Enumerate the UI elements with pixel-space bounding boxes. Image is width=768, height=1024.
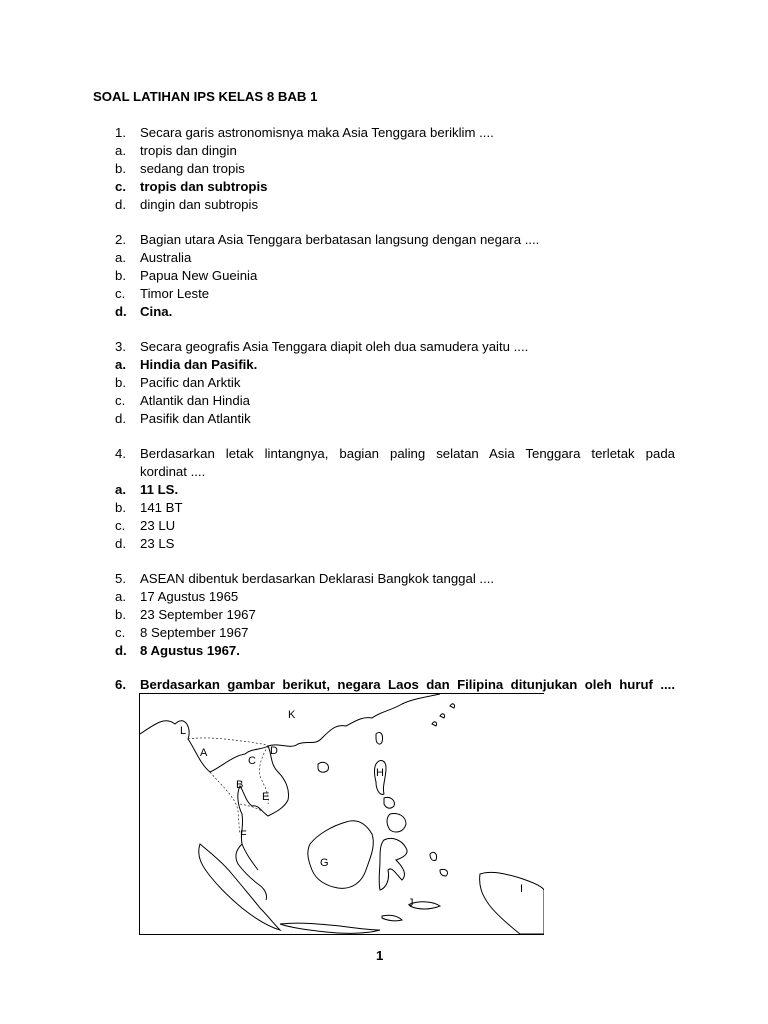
- option: [115, 392, 675, 410]
- map-label-j: J: [408, 897, 414, 909]
- question-text: Secara geografis Asia Tenggara diapit oleh dua samudera yaitu ....: [140, 339, 529, 354]
- question-stem: [115, 570, 675, 588]
- map-label-h: H: [376, 767, 384, 779]
- question-stem-continued: [115, 463, 675, 481]
- question-4: [115, 445, 675, 553]
- option-label: d.: [115, 197, 126, 212]
- option-label: a.: [115, 357, 126, 372]
- map-label-b: B: [236, 779, 244, 791]
- question-number: 2.: [115, 232, 126, 247]
- option-text: 8 Agustus 1967.: [140, 643, 240, 658]
- option: [115, 267, 675, 285]
- option-text: 23 LU: [140, 518, 176, 533]
- option-text: dingin dan subtropis: [140, 197, 259, 212]
- southeast-asia-map: [139, 693, 544, 935]
- maluku-1: [430, 852, 437, 860]
- option-text: tropis dan dingin: [140, 143, 237, 158]
- page-number: 1: [376, 948, 384, 963]
- option-text: 23 LS: [140, 536, 175, 551]
- document-title: SOAL LATIHAN IPS KELAS 8 BAB 1: [93, 89, 318, 104]
- sulawesi: [379, 838, 407, 890]
- option-label: c.: [115, 286, 126, 301]
- malay-peninsula: [236, 844, 267, 900]
- option-label: b.: [115, 161, 126, 176]
- question-stem: [115, 338, 675, 356]
- question-text: Berdasarkan gambar berikut, negara Laos dan Filipina ditunjukan oleh huruf ....: [140, 677, 675, 692]
- java: [280, 923, 380, 933]
- option-label: c.: [115, 518, 126, 533]
- option-text: 141 BT: [140, 500, 183, 515]
- option-text: Hindia dan Pasifik.: [140, 357, 258, 372]
- question-2: [115, 231, 675, 321]
- question-text: Secara garis astronomisnya maka Asia Tenggara beriklim ....: [140, 125, 494, 140]
- philippines-mindanao: [387, 813, 406, 832]
- option-text: Atlantik dan Hindia: [140, 393, 250, 408]
- borneo: [308, 821, 373, 889]
- question-number: 5.: [115, 571, 126, 586]
- option-answer: [115, 642, 675, 660]
- option: [115, 624, 675, 642]
- option-label: a.: [115, 250, 126, 265]
- map-label-a: A: [200, 747, 208, 759]
- option-label: a.: [115, 143, 126, 158]
- option-label: d.: [115, 304, 127, 319]
- option-label: c.: [115, 179, 126, 194]
- question-5: [115, 570, 675, 660]
- question-1: [115, 124, 675, 214]
- question-stem: [115, 124, 675, 142]
- pacific-islands: [432, 704, 455, 726]
- option-text: 23 September 1967: [140, 607, 256, 622]
- option: [115, 606, 675, 624]
- papua: [480, 872, 544, 934]
- question-6: [115, 676, 675, 694]
- option: [115, 142, 675, 160]
- option: [115, 160, 675, 178]
- option-label: c.: [115, 625, 126, 640]
- philippines-visayas: [384, 797, 394, 808]
- option-label: b.: [115, 607, 126, 622]
- option-label: d.: [115, 536, 126, 551]
- question-text: Bagian utara Asia Tenggara berbatasan langsung dengan negara ....: [140, 232, 540, 247]
- option-label: a.: [115, 589, 126, 604]
- question-stem: [115, 676, 675, 694]
- map-label-g: G: [320, 857, 329, 869]
- question-text-line-2: kordinat ....: [140, 464, 206, 479]
- option-text: Papua New Gueinia: [140, 268, 258, 283]
- question-text-line-1: Berdasarkan letak lintangnya, bagian paling selatan Asia Tenggara terletak pada: [140, 446, 675, 461]
- question-text: ASEAN dibentuk berdasarkan Deklarasi Bangkok tanggal ....: [140, 571, 495, 586]
- option-text: sedang dan tropis: [140, 161, 245, 176]
- question-number: 1.: [115, 125, 126, 140]
- map-label-l: L: [180, 725, 187, 737]
- option-label: d.: [115, 643, 127, 658]
- option-answer: [115, 356, 675, 374]
- option-text: Timor Leste: [140, 286, 210, 301]
- option-label: c.: [115, 393, 126, 408]
- option-answer: [115, 303, 675, 321]
- option: [115, 285, 675, 303]
- option: [115, 588, 675, 606]
- option: [115, 410, 675, 428]
- map-label-k: K: [288, 709, 296, 721]
- option-label: b.: [115, 500, 126, 515]
- maluku-2: [440, 869, 448, 876]
- question-stem: [115, 231, 675, 249]
- timor: [410, 902, 440, 909]
- option-label: b.: [115, 375, 126, 390]
- option: [115, 196, 675, 214]
- option-text: Australia: [140, 250, 192, 265]
- option-text: 8 September 1967: [140, 625, 249, 640]
- map-label-i: I: [520, 883, 524, 895]
- sumatra: [199, 844, 280, 930]
- map-label-c: C: [248, 755, 256, 767]
- option-answer: [115, 178, 675, 196]
- question-number: 6.: [115, 677, 126, 692]
- option: [115, 374, 675, 392]
- option-label: d.: [115, 411, 126, 426]
- taiwan: [376, 732, 383, 744]
- option: [115, 249, 675, 267]
- option: [115, 517, 675, 535]
- lesser-sunda: [382, 915, 402, 921]
- option-text: Cina.: [140, 304, 173, 319]
- map-label-e: E: [262, 791, 270, 803]
- option-text: tropis dan subtropis: [140, 179, 268, 194]
- border-china: [188, 738, 268, 746]
- map-label-d: D: [270, 745, 278, 757]
- question-stem: [115, 445, 675, 463]
- option-answer: [115, 481, 675, 499]
- question-number: 4.: [115, 446, 126, 461]
- indochina-coastline: [238, 746, 289, 870]
- option: [115, 535, 675, 553]
- option-label: a.: [115, 482, 126, 497]
- option-text: 17 Agustus 1965: [140, 589, 239, 604]
- question-number: 3.: [115, 339, 126, 354]
- map-drawing: [140, 694, 544, 934]
- option-text: Pasifik dan Atlantik: [140, 411, 251, 426]
- option-text: Pacific dan Arktik: [140, 375, 241, 390]
- question-3: [115, 338, 675, 428]
- option-label: b.: [115, 268, 126, 283]
- option: [115, 499, 675, 517]
- option-text: 11 LS.: [140, 482, 179, 497]
- hainan: [318, 762, 328, 772]
- map-label-f: F: [240, 829, 247, 841]
